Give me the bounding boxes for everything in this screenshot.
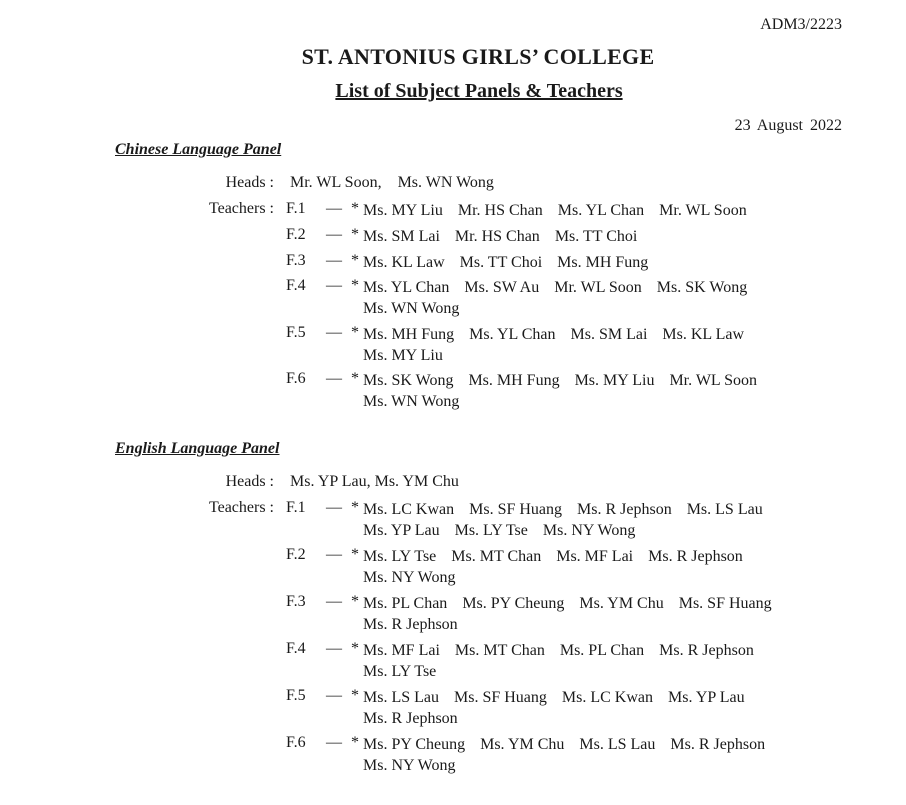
teacher-list xyxy=(363,324,808,366)
dash-separator: — xyxy=(326,226,342,243)
dash-separator: — xyxy=(326,277,342,294)
form-label: F.2 xyxy=(286,226,306,243)
teacher-list xyxy=(363,370,808,412)
document-date: 23 August 2022 xyxy=(734,117,842,134)
form-label: F.3 xyxy=(286,252,306,269)
teacher-name: Ms. WN Wong xyxy=(363,300,460,317)
teacher-name: Ms. MH Fung xyxy=(363,326,455,343)
teacher-list xyxy=(363,546,808,588)
teacher-name: Ms. NY Wong xyxy=(542,522,636,539)
teacher-name: Ms. WN Wong xyxy=(363,393,460,410)
teacher-name: Ms. R Jephson xyxy=(670,736,766,753)
teacher-name: Ms. LS Lau xyxy=(579,736,656,753)
form-label: F.6 xyxy=(286,370,306,387)
teacher-name: Ms. SM Lai xyxy=(363,228,440,245)
teacher-name: Ms. PL Chan xyxy=(559,642,645,659)
teacher-list xyxy=(363,734,808,776)
teacher-name: Ms. YL Chan xyxy=(557,202,645,219)
dash-separator: — xyxy=(326,687,342,704)
teacher-name: Mr. WL Soon xyxy=(554,279,642,296)
teacher-name: Ms. LY Tse xyxy=(363,663,437,680)
teacher-name: Ms. R Jephson xyxy=(659,642,754,659)
teacher-name: Mr. WL Soon xyxy=(659,202,747,219)
teacher-name: Ms. MY Liu xyxy=(363,202,443,219)
reference-code: ADM3/2223 xyxy=(760,16,842,33)
form-label: F.6 xyxy=(286,734,306,751)
teacher-name: Ms. PY Cheung xyxy=(462,595,565,612)
heads-names: Ms. YP Lau, Ms. YM Chu xyxy=(290,473,459,490)
teacher-name: Ms. PY Cheung xyxy=(363,736,466,753)
teacher-name: Mr. HS Chan xyxy=(454,228,540,245)
teacher-name: Ms. R Jephson xyxy=(363,616,458,633)
teacher-list xyxy=(363,687,808,729)
teacher-name: Ms. MY Liu xyxy=(363,347,443,364)
teacher-name: Ms. MF Lai xyxy=(363,642,440,659)
teacher-name: Ms. MT Chan xyxy=(451,548,542,565)
form-label: F.1 xyxy=(286,499,306,516)
form-label: F.1 xyxy=(286,200,306,217)
teacher-name: Ms. LC Kwan xyxy=(561,689,654,706)
teacher-name: Ms. TT Choi xyxy=(459,254,543,271)
coordinator-mark: * xyxy=(351,226,359,243)
teacher-name: Ms. SW Au xyxy=(464,279,540,296)
teacher-name: Ms. MF Lai xyxy=(556,548,634,565)
coordinator-mark: * xyxy=(351,277,359,294)
teacher-list xyxy=(363,252,808,273)
teacher-name: Ms. PL Chan xyxy=(363,595,448,612)
document-title: List of Subject Panels & Teachers xyxy=(335,80,623,102)
teacher-name: Ms. YL Chan xyxy=(363,279,450,296)
teachers-label: Teachers : xyxy=(208,200,274,217)
panel-title: Chinese Language Panel xyxy=(115,141,282,158)
form-label: F.4 xyxy=(286,277,306,294)
form-label: F.5 xyxy=(286,324,306,341)
teacher-name: Ms. SF Huang xyxy=(678,595,772,612)
teacher-name: Ms. YP Lau xyxy=(668,689,745,706)
form-label: F.5 xyxy=(286,687,306,704)
teacher-name: Ms. KL Law xyxy=(363,254,445,271)
form-label: F.4 xyxy=(286,640,306,657)
teacher-name: Ms. R Jephson xyxy=(363,710,458,727)
dash-separator: — xyxy=(326,734,342,751)
teacher-name: Ms. R Jephson xyxy=(648,548,743,565)
teacher-name: Ms. SF Huang xyxy=(469,501,563,518)
teacher-name: Ms. SK Wong xyxy=(656,279,748,296)
school-name: ST. ANTONIUS GIRLS’ COLLEGE xyxy=(301,44,655,69)
coordinator-mark: * xyxy=(351,593,359,610)
dash-separator: — xyxy=(326,370,342,387)
dash-separator: — xyxy=(326,499,342,516)
form-label: F.3 xyxy=(286,593,306,610)
teacher-name: Ms. NY Wong xyxy=(363,757,456,774)
teacher-name: Ms. LS Lau xyxy=(363,689,439,706)
teacher-name: Ms. MH Fung xyxy=(468,372,560,389)
coordinator-mark: * xyxy=(351,687,359,704)
dash-separator: — xyxy=(326,546,342,563)
coordinator-mark: * xyxy=(351,252,359,269)
heads-label: Heads : xyxy=(225,473,274,490)
teacher-name: Ms. LC Kwan xyxy=(363,501,455,518)
dash-separator: — xyxy=(326,252,342,269)
coordinator-mark: * xyxy=(351,324,359,341)
teacher-name: Ms. YL Chan xyxy=(469,326,556,343)
coordinator-mark: * xyxy=(351,640,359,657)
teacher-list xyxy=(363,640,808,682)
form-label: F.2 xyxy=(286,546,306,563)
teacher-name: Ms. MH Fung xyxy=(557,254,649,271)
teacher-name: Ms. YM Chu xyxy=(480,736,565,753)
coordinator-mark: * xyxy=(351,734,359,751)
teacher-list xyxy=(363,593,808,635)
coordinator-mark: * xyxy=(351,546,359,563)
teacher-name: Ms. TT Choi xyxy=(554,228,638,245)
teachers-label: Teachers : xyxy=(208,499,274,516)
coordinator-mark: * xyxy=(351,499,359,516)
teacher-list xyxy=(363,277,808,319)
teacher-name: Ms. R Jephson xyxy=(577,501,672,518)
dash-separator: — xyxy=(326,593,342,610)
dash-separator: — xyxy=(326,324,342,341)
teacher-name: Ms. SF Huang xyxy=(454,689,547,706)
heads-label: Heads : xyxy=(225,174,274,191)
dash-separator: — xyxy=(326,640,342,657)
heads-names: Mr. WL Soon, Ms. WN Wong xyxy=(290,174,494,191)
teacher-list xyxy=(363,200,808,221)
teacher-name: Ms. MT Chan xyxy=(454,642,545,659)
teacher-name: Ms. KL Law xyxy=(662,326,745,343)
coordinator-mark: * xyxy=(351,370,359,387)
teacher-name: Ms. SM Lai xyxy=(570,326,648,343)
teacher-name: Mr. WL Soon xyxy=(669,372,757,389)
teacher-name: Ms. YM Chu xyxy=(579,595,664,612)
teacher-name: Ms. YP Lau xyxy=(363,522,440,539)
teacher-name: Ms. MY Liu xyxy=(574,372,655,389)
teacher-list xyxy=(363,226,808,247)
teacher-name: Ms. SK Wong xyxy=(363,372,454,389)
teacher-name: Ms. LS Lau xyxy=(686,501,763,518)
panel-title: English Language Panel xyxy=(115,440,280,457)
teacher-name: Mr. HS Chan xyxy=(457,202,543,219)
teacher-name: Ms. LY Tse xyxy=(454,522,528,539)
coordinator-mark: * xyxy=(351,200,359,217)
dash-separator: — xyxy=(326,200,342,217)
teacher-name: Ms. LY Tse xyxy=(363,548,437,565)
teacher-name: Ms. NY Wong xyxy=(363,569,456,586)
teacher-list xyxy=(363,499,808,541)
